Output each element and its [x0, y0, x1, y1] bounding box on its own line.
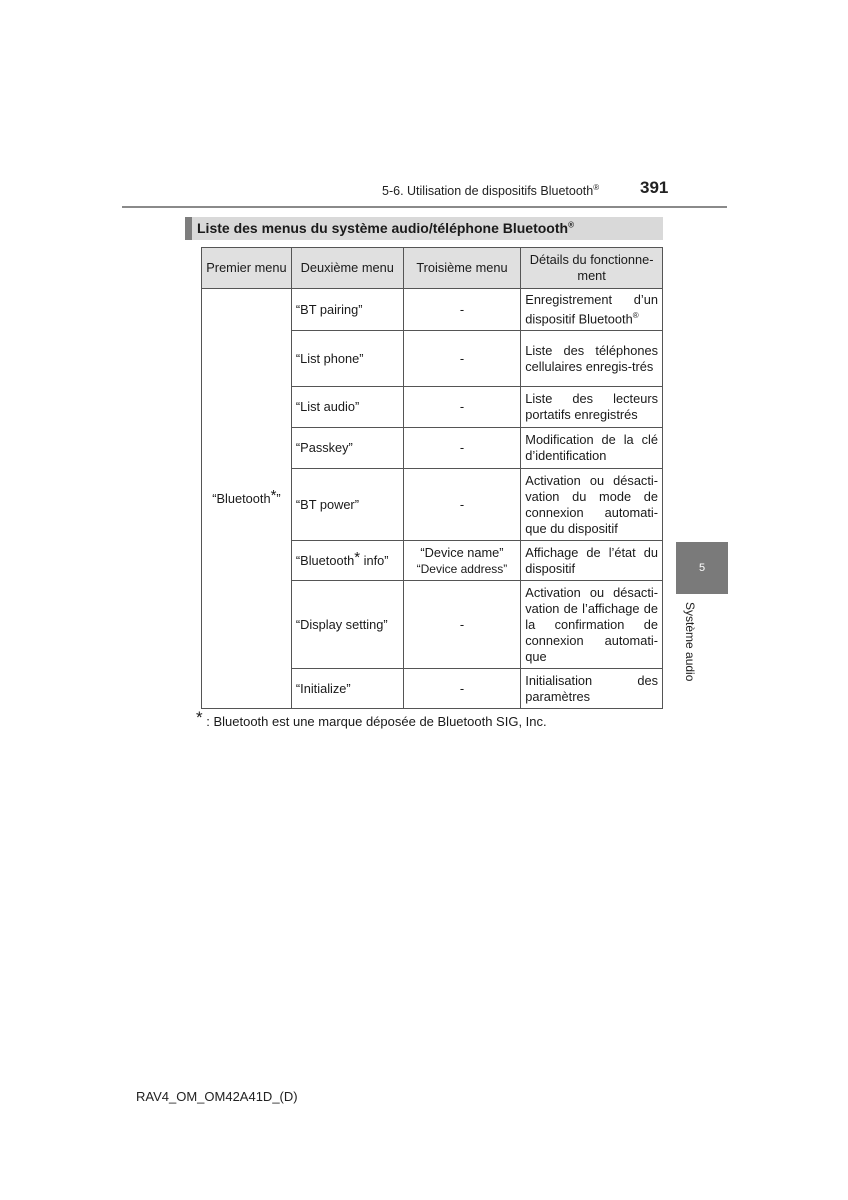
detail-cell: Affichage de l’état du dispositif [521, 541, 663, 581]
third-menu-cell: - [403, 581, 521, 669]
column-header-third-menu: Troisième menu [403, 248, 521, 289]
asterisk-mark: * [354, 548, 361, 566]
third-menu-cell: - [403, 669, 521, 709]
first-menu-quote: ” [276, 490, 281, 506]
column-header-second-menu: Deuxième menu [291, 248, 403, 289]
second-menu-cell: “Display setting” [291, 581, 403, 669]
third-menu-cell: - [403, 289, 521, 331]
first-menu-cell [202, 289, 292, 709]
asterisk-mark: * [270, 486, 277, 504]
detail-cell: Activation ou désacti-vation de l’affichage de la confirmation de connexion automati-que [521, 581, 663, 669]
second-menu-cell [291, 541, 403, 581]
table-header-row [202, 248, 663, 289]
detail-cell: Initialisation des paramètres [521, 669, 663, 709]
third-menu-cell: - [403, 469, 521, 541]
table-row [202, 289, 663, 331]
running-header [382, 183, 599, 198]
third-menu-cell: - [403, 428, 521, 469]
detail-cell: Activation ou désacti-vation du mode de connexion automati-que du dispositif [521, 469, 663, 541]
chapter-number: 5 [698, 562, 706, 574]
running-header-text: 5-6. Utilisation de dispositifs Bluetooth [382, 184, 594, 199]
footnote [196, 708, 547, 729]
registered-mark: ® [632, 311, 639, 320]
section-title-text: Liste des menus du système audio/téléphone Bluetooth [197, 220, 569, 236]
registered-mark: ® [568, 220, 574, 230]
column-header-details: Détails du fonctionne-ment [521, 248, 663, 289]
column-header-first-menu: Premier menu [202, 248, 292, 289]
second-menu-cell: “Initialize” [291, 669, 403, 709]
asterisk-mark: * [196, 708, 203, 727]
second-menu-cell: “List phone” [291, 331, 403, 387]
third-menu-cell [403, 541, 521, 581]
detail-cell: Liste des téléphones cellulaires enregis-trés [521, 331, 663, 387]
registered-mark: ® [593, 183, 600, 192]
section-title [185, 217, 663, 240]
second-menu-cell: “List audio” [291, 387, 403, 428]
device-name-option: “Device name” [420, 544, 504, 560]
second-menu-cell: “BT power” [291, 469, 403, 541]
second-menu-cell: “Passkey” [291, 428, 403, 469]
detail-cell [521, 289, 663, 331]
device-address-option: “Device address” [416, 561, 508, 576]
third-menu-cell: - [403, 331, 521, 387]
detail-cell: Liste des lecteurs portatifs enregistrés [521, 387, 663, 428]
chapter-label: Système audio [683, 602, 697, 682]
second-menu-suffix: info” [360, 552, 389, 568]
detail-cell: Modification de la clé d’identification [521, 428, 663, 469]
footer-code: RAV4_OM_OM42A41D_(D) [136, 1089, 298, 1104]
menu-table [201, 247, 663, 709]
chapter-tab [676, 542, 728, 594]
footnote-text: : Bluetooth est une marque déposée de Bluetooth SIG, Inc. [202, 714, 547, 729]
first-menu-text: “Bluetooth [212, 490, 271, 506]
third-menu-cell: - [403, 387, 521, 428]
second-menu-cell: “BT pairing” [291, 289, 403, 331]
detail-text: Enregistrement d’un dispositif Bluetooth [525, 292, 658, 327]
page-number: 391 [640, 178, 669, 197]
second-menu-text: “Bluetooth [295, 552, 355, 568]
header-divider [122, 206, 727, 208]
